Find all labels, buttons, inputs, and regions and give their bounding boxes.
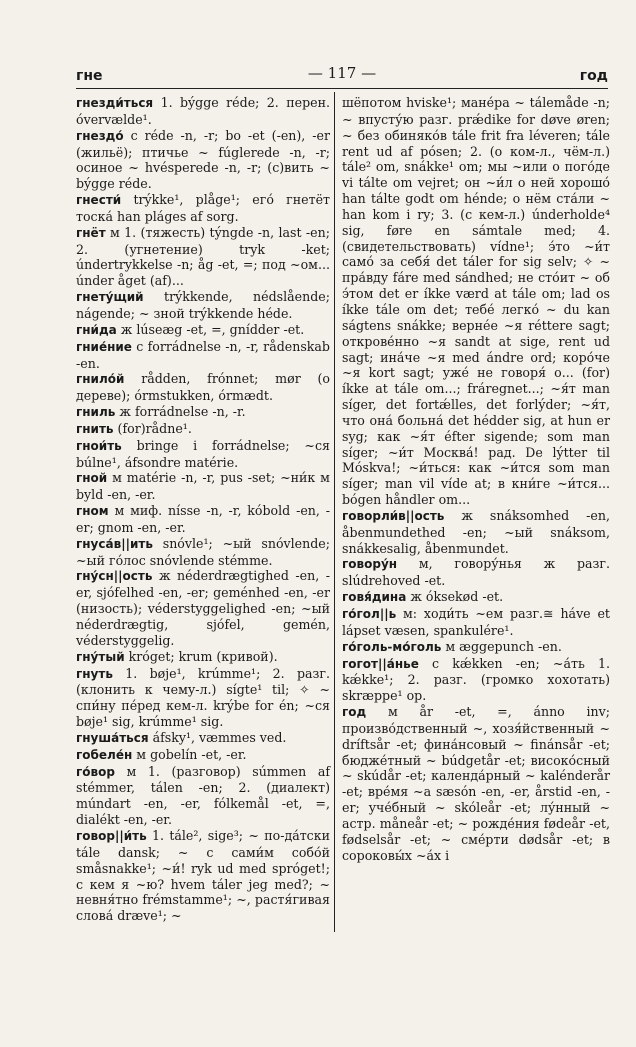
left-guide-word: гне xyxy=(76,68,103,84)
headword: гнуть xyxy=(76,666,113,681)
definition: trýkke¹, plåge¹; его́ гнетёт тоска́ han pláges af sorg. xyxy=(76,192,330,224)
definition: с forrádnelse -n, -r, rådenskab -en. xyxy=(76,338,330,371)
column-divider xyxy=(334,92,335,932)
page-number: — 117 — xyxy=(307,64,377,82)
definition: ж forrádnelse -n, -r. xyxy=(119,404,246,420)
dictionary-entry xyxy=(342,639,610,656)
headword: гной xyxy=(76,471,108,486)
headword: гну́сн||ость xyxy=(76,569,153,584)
headword: гниль xyxy=(76,405,116,420)
definition: trýkkende, nédslående; nágende; ~ зной trýkkende héde. xyxy=(76,289,330,321)
definition: (for)rådne¹. xyxy=(117,420,192,436)
dictionary-entry xyxy=(76,95,330,128)
dictionary-entry xyxy=(76,730,330,747)
headword: говорли́в||ость xyxy=(342,508,445,523)
definition: м æggepunch -en. xyxy=(445,638,562,654)
header-rule xyxy=(76,88,608,89)
headword: гну́тый xyxy=(76,649,125,664)
definition: króget; krum (кривой). xyxy=(128,648,278,664)
dictionary-entry xyxy=(342,656,610,705)
headword: гнету́щий xyxy=(76,290,144,305)
dictionary-entry xyxy=(76,225,330,289)
right-guide-word: год xyxy=(579,68,608,84)
definition: 1. tále², sige³; ~ по-да́тски tále dansk; ~ с сами́м собо́й småsnakke¹; ~и́! ryk ud med spróget!; с кем я ~ю? hvem táler jeg med?; ~ невня́тно frémstamme¹; ~, растя́гивая слова́ dræve¹; ~ xyxy=(76,827,330,924)
dictionary-entry xyxy=(76,371,330,404)
dictionary-entry xyxy=(76,421,330,438)
dictionary-entry xyxy=(76,128,330,192)
definition: с réde -n, -r; bo -et (-en), -er (жильё); птичье ~ fúglerede -n, -r; осиное ~ hvésperede -n, -r; (с)вить ~ býgge réde. xyxy=(76,127,330,192)
dictionary-entry xyxy=(76,828,330,924)
headword: гобеле́н xyxy=(76,747,133,762)
dictionary-entry xyxy=(76,568,330,648)
dictionary-entry xyxy=(76,470,330,503)
definition: ж snáksomhed -en, åbenmundethed -en; ~ый snáksom, snákkesalig, åbenmundet. xyxy=(342,507,610,556)
definition: м миф. nísse -n, -r, kóbold -en, -er; gnom -en, -er. xyxy=(76,503,330,535)
dictionary-entry xyxy=(76,339,330,372)
definition: bringe i forrádnelse; ~ся búlne¹, áfsondre matérie. xyxy=(76,437,330,470)
dictionary-entry xyxy=(76,503,330,536)
dictionary-entry-continued xyxy=(342,95,610,508)
definition: rådden, frónnet; mør (о дереве); órmstukken, órmædt. xyxy=(76,371,330,404)
left-column xyxy=(76,95,330,924)
definition: ж lúseæg -et, =, gnídder -et. xyxy=(120,321,305,337)
dictionary-entry xyxy=(342,606,610,639)
headword: гни́да xyxy=(76,322,117,337)
definition: м gobelín -et, -er. xyxy=(136,746,247,762)
headword: гнить xyxy=(76,421,114,436)
headword: го́гол||ь xyxy=(342,607,397,621)
headword: гнуса́в||ить xyxy=(76,536,153,551)
dictionary-entry xyxy=(342,589,610,606)
headword: говор||и́ть xyxy=(76,828,147,843)
dictionary-entry xyxy=(76,649,330,666)
headword: гном xyxy=(76,504,109,519)
dictionary-entry xyxy=(76,322,330,339)
definition: ж néderdrægtighed -en, -er, sjófelhed -en, -er; geménhed -en, -er (низость); véderstyggelighed -en; ~ый néderdrægtig, sjófel, gemén, véderstyggelig. xyxy=(76,568,330,648)
dictionary-entry xyxy=(76,438,330,471)
definition: м: ходи́ть ~ем разг.≅ háve et lápset væsen, spankulére¹. xyxy=(342,606,610,638)
headword: гнести́ xyxy=(76,193,122,208)
definition: с kǽkken -en; ~а́ть 1. kǽkke¹; 2. разг. (громко хохотать) skræppe¹ op. xyxy=(342,655,610,704)
definition: м år -et, =, ánno inv; произво́дственный ~, хозя́йственный ~ dríftsår -et; фина́нсовый ~ finánsår -et; бюдже́тный ~ búdgetår -et; високо́сный ~ skúdår -et; календа́рный ~ kalénderår -et; вре́мя ~а sæsón -en, -er, årstid -en, -er; уче́бный ~ skóleår -et; лу́нный ~ астр. måneår -et; ~ рожде́ния fødeår -et, fødselsår -et; ~ сме́рти dødsår -et; в сороковы́х ~а́х i xyxy=(342,704,610,863)
dictionary-entry xyxy=(76,289,330,322)
headword: гние́ние xyxy=(76,339,132,354)
dictionary-entry xyxy=(76,536,330,569)
headword: гнило́й xyxy=(76,372,125,387)
dictionary-entry xyxy=(76,404,330,421)
headword: гнёт xyxy=(76,225,106,240)
definition: ж óksekød -et. xyxy=(410,589,504,605)
definition: 1. bøje¹, krúmme¹; 2. разг. (клонить к чему-л.) sígte¹ til; ✧ ~ спи́ну пе́ред кем-л. krýbe for én; ~ся bøje¹ sig, krúmme¹ sig. xyxy=(76,665,330,730)
headword: говя́дина xyxy=(342,590,407,605)
dictionary-entry xyxy=(76,192,330,225)
headword: гнездо́ xyxy=(76,128,124,143)
definition: шёпотом hviske¹; мане́ра ~ tálemåde -n; ~ впусту́ю разг. prǽdike for døve øren; ~ без обиняко́в tále frit fra léveren; tále rent ud af pósen; 2. (о ком-л., чём-л.) tále² om, snákke¹ om; мы ~или о пого́де vi tálte om vejret; он ~и́л о ней хорошо́ han tálte godt om hénde; о нём ста́ли ~ han kom i ry; 3. (с кем-л.) únderholde⁴ sig, føre en sámtale med; 4. (свидетельствовать) vídne¹; э́то ~и́т само́ за себя́ det táler for sig selv; ✧ ~ пра́вду fáre med sándhed; не сто́ит ~ об э́том det er íkke værd at tále om; lad os íkke tále om det; тебе́ легко́ ~ du kan ságtens snákke; вернée ~я réttere sagt; открове́нно ~я sandt at sige, rent ud sagt; ина́че ~я med ándre ord; коро́че ~я kort sagt; уже́ не говоря́ о... (for) íkke at tále om...; fráregnet...; ~я́т man síger, det fortǽlles, det forlýder; ~я́т, что она́ больна́ det hédder sig, at hun er syg; как ~я́т éfter sigende; som man síger; ~и́т Москва́! рад. De lýtter til Móskva!; ~и́ться: как ~и́тся som man síger; man vil víde at; в кни́ге ~и́тся... bógen håndler om... xyxy=(342,95,610,508)
dictionary-entry xyxy=(76,747,330,764)
dictionary-entry xyxy=(342,556,610,589)
page-header xyxy=(76,62,608,86)
dictionary-entry xyxy=(76,764,330,828)
headword: гогот||а́нье xyxy=(342,656,419,671)
headword: го́голь-мо́голь xyxy=(342,639,442,654)
headword: говору́н xyxy=(342,557,398,572)
definition: м 1. (разговор) súmmen af stémmer, tálen -en; 2. (диалект) múndart -en, -er, fólkemål -et, =, dialékt -en, -er. xyxy=(76,763,330,828)
definition: 1. býgge réde; 2. перен. óvervælde¹. xyxy=(76,95,330,127)
headword: гнои́ть xyxy=(76,438,122,453)
definition: м 1. (тяжесть) týngde -n, last -en; 2. (угнетение) tryk -ket; úndertrykkelse -n; åg -et, =; под ~ом... únder åget (af)... xyxy=(76,224,330,289)
definition: м matérie -n, -r, pus -set; ~ни́к м byld -en, -er. xyxy=(76,470,330,503)
headword: гнезди́ться xyxy=(76,96,154,110)
dictionary-entry xyxy=(342,704,610,863)
definition: м, говору́нья ж разг. slúdrehoved -et. xyxy=(342,556,610,589)
right-column xyxy=(342,95,610,864)
dictionary-entry xyxy=(342,508,610,557)
headword: гнуша́ться xyxy=(76,730,149,745)
dictionary-entry xyxy=(76,666,330,730)
definition: snóvle¹; ~ый snóvlende; ~ый го́лос snóvlende stémme. xyxy=(76,535,330,568)
definition: áfsky¹, væmmes ved. xyxy=(152,729,287,745)
headword: год xyxy=(342,705,367,720)
headword: го́вор xyxy=(76,764,115,779)
